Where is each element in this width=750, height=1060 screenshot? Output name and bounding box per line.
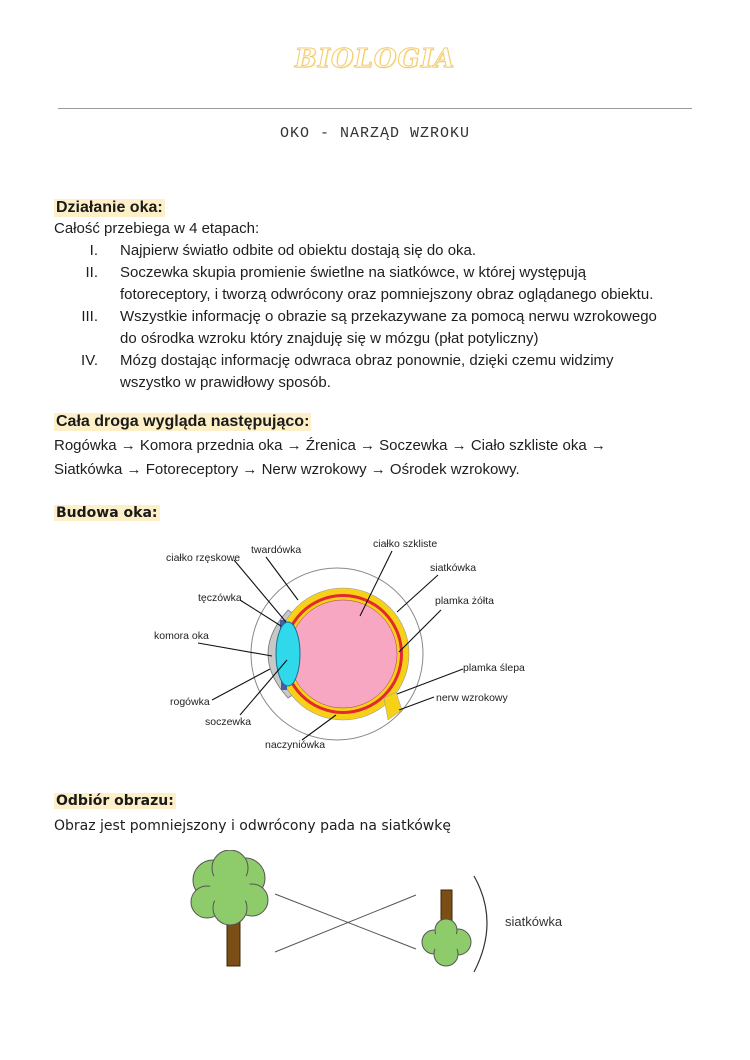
step-item xyxy=(54,306,704,350)
step-item xyxy=(54,262,704,306)
retina-arc xyxy=(474,876,487,972)
leader-naczyniowka xyxy=(302,715,336,740)
page-subtitle: OKO - NARZĄD WZROKU xyxy=(279,125,471,142)
leader-plamka-zolta xyxy=(399,610,441,652)
step-text: do ośrodka wzroku który znajduję się w mózgu (płat potyliczny) xyxy=(120,330,539,347)
step-number: IV. xyxy=(81,352,98,369)
label-twardowka: twardówka xyxy=(251,544,302,556)
vitreous-body xyxy=(289,600,397,708)
step-text: fotoreceptory, i tworzą odwrócony oraz pomniejszony obraz oglądanego obiektu. xyxy=(120,286,654,303)
label-komora-oka: komora oka xyxy=(154,630,209,642)
step-number: I. xyxy=(89,242,98,259)
section-heading-structure: Budowa oka: xyxy=(56,505,158,521)
label-cialko-szkliste: ciałko szkliste xyxy=(373,538,438,550)
label-plamka-slepa: plamka ślepa xyxy=(463,662,525,674)
step-text: Wszystkie informację o obrazie są przekazywane za pomocą nerwu wzrokowego xyxy=(120,308,657,325)
leader-siatkowka xyxy=(397,575,438,612)
inverted-tree-foliage xyxy=(422,919,471,966)
tree-foliage xyxy=(191,850,268,925)
visual-pathway xyxy=(54,434,694,482)
label-siatkowka: siatkówka xyxy=(430,562,477,574)
steps-intro: Całość przebiega w 4 etapach: xyxy=(54,220,260,237)
label-cialko-rzeskowe: ciałko rzęskowe xyxy=(166,552,241,564)
light-ray xyxy=(275,894,416,949)
label-plamka-zolta: plamka żółta xyxy=(435,595,494,607)
retina-label: siatkówka xyxy=(505,914,563,929)
leader-nerw-wzrokowy xyxy=(399,697,434,710)
step-item xyxy=(54,240,704,262)
leader-plamka-slepa xyxy=(397,669,463,694)
pathway-line: Siatkówka → Fotoreceptory → Nerw wzrokowy → Ośrodek wzrokowy. xyxy=(54,461,520,478)
step-text: wszystko w prawidłowy sposób. xyxy=(120,374,331,391)
leader-twardowka xyxy=(266,557,298,600)
steps-list xyxy=(54,240,704,394)
step-number: II. xyxy=(85,264,98,281)
label-naczyniowka: naczyniówka xyxy=(265,739,326,751)
title-divider xyxy=(58,108,692,109)
eye-diagram xyxy=(0,530,750,770)
page-title: BIOLOGIA xyxy=(294,44,456,74)
label-soczewka: soczewka xyxy=(205,716,252,728)
section-heading-path: Cała droga wygląda następująco: xyxy=(56,413,310,430)
image-description: Obraz jest pomniejszony i odwrócony pada na siatkówkę xyxy=(54,818,451,834)
pathway-line: Rogówka → Komora przednia oka → Źrenica → Soczewka → Ciało szkliste oka → xyxy=(54,437,606,454)
step-text: Najpierw światło odbite od obiektu dostają się do oka. xyxy=(120,242,477,259)
leader-teczowka xyxy=(240,600,281,626)
section-heading-action: Działanie oka: xyxy=(56,199,163,216)
step-text: Soczewka skupia promienie świetlne na siatkówce, w której występują xyxy=(120,264,587,281)
image-inversion-diagram xyxy=(0,850,750,990)
step-number: III. xyxy=(81,308,98,325)
step-item xyxy=(54,350,704,394)
leader-komora-oka xyxy=(198,643,272,656)
step-text: Mózg dostając informację odwraca obraz ponownie, dzięki czemu widzimy xyxy=(120,352,614,369)
label-nerw-wzrokowy: nerw wzrokowy xyxy=(436,692,508,704)
section-heading-image: Odbiór obrazu: xyxy=(56,793,174,809)
lens xyxy=(276,622,300,686)
light-ray xyxy=(275,895,416,952)
label-rogowka: rogówka xyxy=(170,696,210,708)
label-teczowka: tęczówka xyxy=(198,592,242,604)
